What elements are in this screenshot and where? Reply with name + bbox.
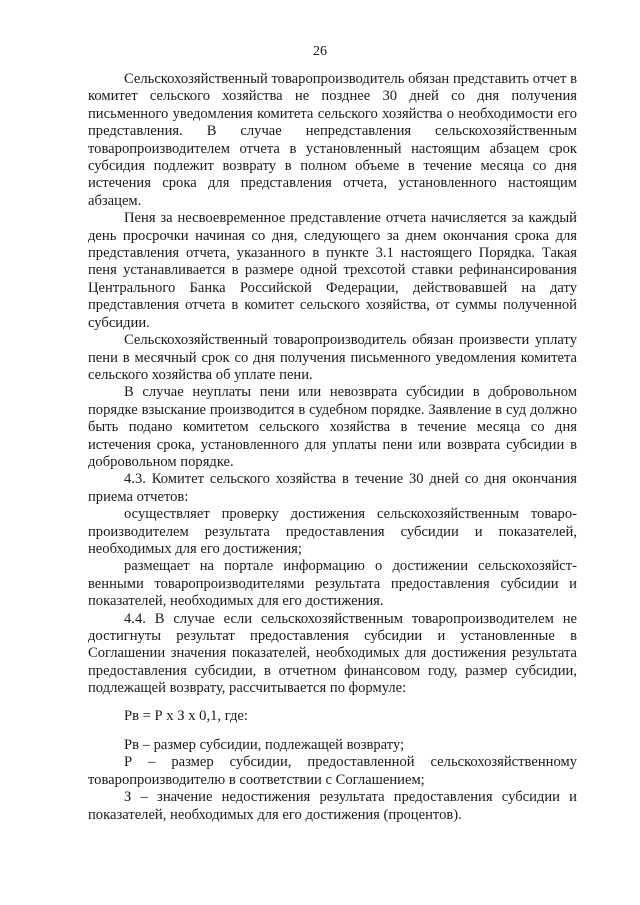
document-body [88, 71, 577, 824]
paragraph-court-recovery: В случае неуплаты пени или невозврата субсидии в добровольном порядке взыскание производится в судебном порядке. Заявление в суд должно быть подано комитетом сельского хозяйства в течение месяца со дня истечения срока, установленного для уплаты пени или возврата субсидии в добровольном порядке. [88, 384, 577, 470]
paragraph-penalty: Пеня за несвоевременное представление отчета начисляется за каждый день просрочки начиная со дня, следующего за днем окончания срока для представления отчета, указанного в пункте 3.1 настоящего Порядка. Такая пеня устанавливается в размере одной трехсотой ставки рефинансирования Центрального Банка Российской Федерации, действовавшей на дату представления отчета в комитет сельского хозяйства, от суммы полученной субсидии. [88, 210, 577, 331]
paragraph-penalty-payment: Сельскохозяйственный товаропроизводитель обязан произвести уплату пени в месячный срок со дня получения письменного уведомления комитета сельского хозяйства об уплате пени. [88, 332, 577, 383]
paragraph-report-obligation: Сельскохозяйственный товаропроизводитель обязан представить отчет в комитет сельского хозяйства не позднее 30 дней со дня получения письменного уведомления комитета сельского хозяйства о необходимости его представления. В случае непредставления сельскохозяйственным товаропроизводителем отчета в установленный настоящим абзацем срок субсидия подлежит возврату в полном объеме в течение месяца со дня истечения срока для представления отчета, установленного настоящим абзацем. [88, 71, 577, 209]
list-item-publication: размещает на портале информацию о достижении сельскохозяйственными товаропроизводителями результата предоставления субсидии и показателей, необходимых для его достижения. [88, 558, 577, 610]
formula-block [88, 708, 577, 725]
paragraph-4-3: 4.3. Комитет сельского хозяйства в течение 30 дней со дня окончания приема отчетов: [88, 471, 577, 505]
definition-r: Р – размер субсидии, предоставленной сельскохозяйственному товаропроизводителю в соответствии с Соглашением; [88, 754, 577, 788]
paragraph-4-4: 4.4. В случае если сельскохозяйственным товаропроизводителем не достигнуты результат предоставления субсидии и установленные в Соглашении значения показателей, необходимых для достижения результата предоставления субсидии, в отчетном финансовом году, размер субсидии, подлежащей возврату, рассчитывается по формуле: [88, 610, 577, 697]
list-item-verification: осуществляет проверку достижения сельскохозяйственным товаропроизводителем результата предоставления субсидии и показателей, необходимых для его достижения; [88, 506, 577, 557]
definition-z: З – значение недостижения результата предоставления субсидии и показателей, необходимых для его достижения (процентов). [88, 789, 577, 823]
definition-rv: Рв – размер субсидии, подлежащей возврату; [124, 737, 405, 754]
formula: Рв = Р х З х 0,1, где: [124, 707, 248, 724]
page-number: 26 [313, 44, 327, 59]
